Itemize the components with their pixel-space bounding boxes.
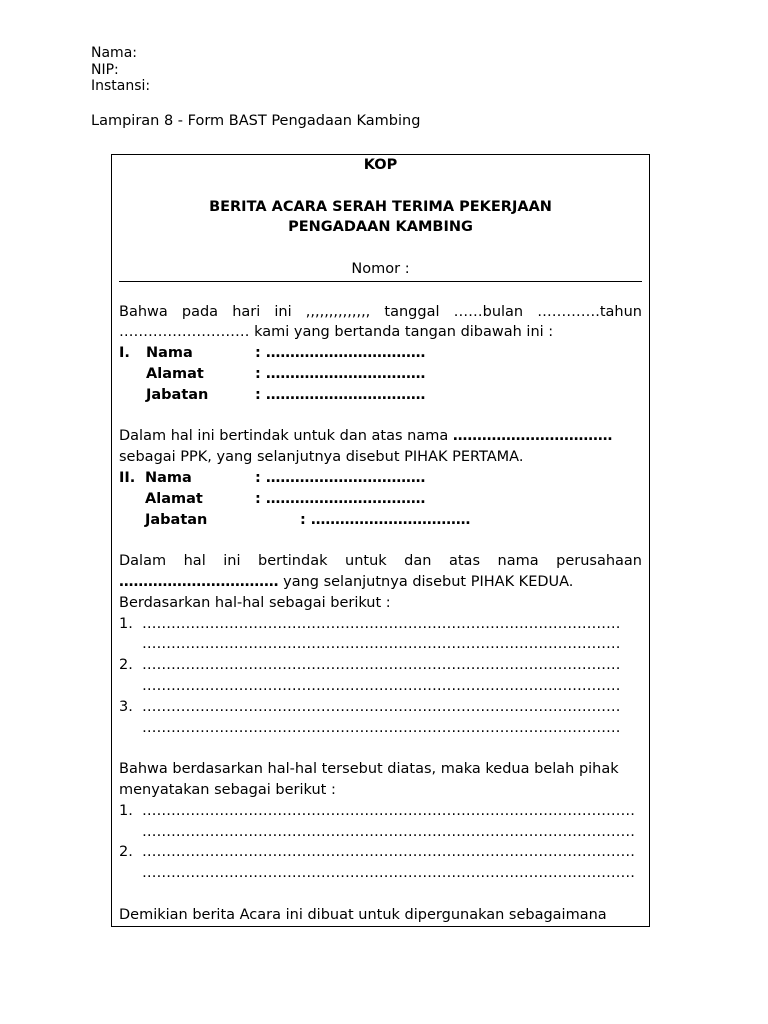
party1-jabatan-value: : ……………………………: [255, 386, 426, 403]
basis-item-3: [119, 697, 642, 718]
party2-jabatan-row: [119, 510, 642, 531]
party2-jabatan-value: : ……………………………: [300, 511, 471, 528]
basis-item-dots: ………………………………………………………………………………………: [142, 615, 621, 632]
nomor-label: Nomor :: [351, 260, 410, 277]
agree-line2: menyatakan sebagai berikut :: [119, 781, 336, 798]
party2-desc-line2: [119, 572, 642, 593]
party2-desc-line1: Dalam hal ini bertindak untuk dan atas nama perusahaan: [119, 553, 642, 570]
agree-item-1: [119, 801, 642, 822]
agree-item-dots: …………………………………………………………………………………………: [142, 823, 635, 840]
party1-nama-label: Nama: [146, 345, 193, 362]
party2-alamat-label: Alamat: [145, 490, 203, 507]
basis-item-1: [119, 614, 642, 635]
basis-item-dots: ………………………………………………………………………………………: [142, 657, 621, 674]
basis-item-number: 1.: [119, 615, 133, 632]
party2-desc-dots: ……………………………: [119, 573, 279, 590]
party1-desc-dots: ……………………………: [452, 428, 613, 445]
party1-alamat-value: : ……………………………: [255, 365, 426, 382]
closing-statement: Demikian berita Acara ini dibuat untuk dipergunakan sebagaimana: [119, 906, 607, 923]
agree-item-2-cont: [119, 863, 642, 884]
basis-item-number: 3.: [119, 698, 133, 715]
party2-number: II.: [119, 469, 136, 486]
party2-nama-row: [119, 468, 642, 489]
identity-header: [91, 45, 150, 95]
agree-item-number: 1.: [119, 802, 133, 819]
basis-item-2-cont: [119, 676, 642, 697]
party1-jabatan-label: Jabatan: [146, 386, 209, 403]
basis-item-3-cont: [119, 718, 642, 739]
party1-number: I.: [119, 345, 130, 362]
party2-nama-value: : ……………………………: [255, 469, 426, 486]
party2-jabatan-label: Jabatan: [145, 511, 208, 528]
basis-item-2: [119, 655, 642, 676]
basis-item-dots: ………………………………………………………………………………………: [142, 636, 621, 653]
basis-item-number: 2.: [119, 657, 133, 674]
party1-jabatan-row: [119, 385, 642, 406]
party1-desc-line1: [119, 426, 642, 447]
basis-intro: Berdasarkan hal-hal sebagai berikut :: [119, 594, 391, 611]
agree-item-2: [119, 842, 642, 863]
agree-item-1-cont: [119, 822, 642, 843]
party2-nama-label: Nama: [145, 469, 192, 486]
bast-form-box: [111, 154, 650, 927]
party1-alamat-label: Alamat: [146, 365, 204, 382]
party2-alamat-row: [119, 489, 642, 510]
instansi-label: Instansi:: [91, 78, 151, 94]
party1-desc-text: Dalam hal ini bertindak untuk dan atas nama: [119, 428, 453, 445]
agree-line1: Bahwa berdasarkan hal-hal tersebut diatas, maka kedua belah pihak: [119, 761, 619, 778]
basis-item-1-cont: [119, 634, 642, 655]
kop-heading: KOP: [363, 157, 398, 173]
nama-label: Nama:: [91, 45, 137, 61]
party1-desc-line2: sebagai PPK, yang selanjutnya disebut PIHAK PERTAMA.: [119, 449, 524, 466]
agree-item-dots: …………………………………………………………………………………………: [142, 844, 635, 861]
basis-item-dots: ………………………………………………………………………………………: [142, 677, 621, 694]
intro-line1: Bahwa pada hari ini ,,,,,,,,,,,,,, tanggal ……bulan ………….tahun: [119, 303, 642, 320]
basis-item-dots: ………………………………………………………………………………………: [142, 719, 621, 736]
party2-alamat-value: : ……………………………: [255, 490, 426, 507]
lampiran-title: Lampiran 8 - Form BAST Pengadaan Kambing: [91, 113, 421, 129]
party1-nama-value: : ……………………………: [255, 345, 426, 362]
form-title-line1: BERITA ACARA SERAH TERIMA PEKERJAAN: [209, 198, 552, 215]
basis-item-dots: ………………………………………………………………………………………: [142, 698, 621, 715]
agree-item-dots: …………………………………………………………………………………………: [142, 865, 635, 882]
party1-alamat-row: [119, 364, 642, 385]
agree-item-number: 2.: [119, 844, 133, 861]
nip-label: NIP:: [91, 61, 119, 78]
agree-item-dots: …………………………………………………………………………………………: [142, 802, 635, 819]
party1-nama-row: [119, 343, 642, 364]
party2-desc-text: yang selanjutnya disebut PIHAK KEDUA.: [278, 573, 574, 590]
form-title-line2: PENGADAAN KAMBING: [288, 219, 473, 236]
intro-line2: ……………………… kami yang bertanda tangan dibawah ini :: [119, 324, 554, 341]
